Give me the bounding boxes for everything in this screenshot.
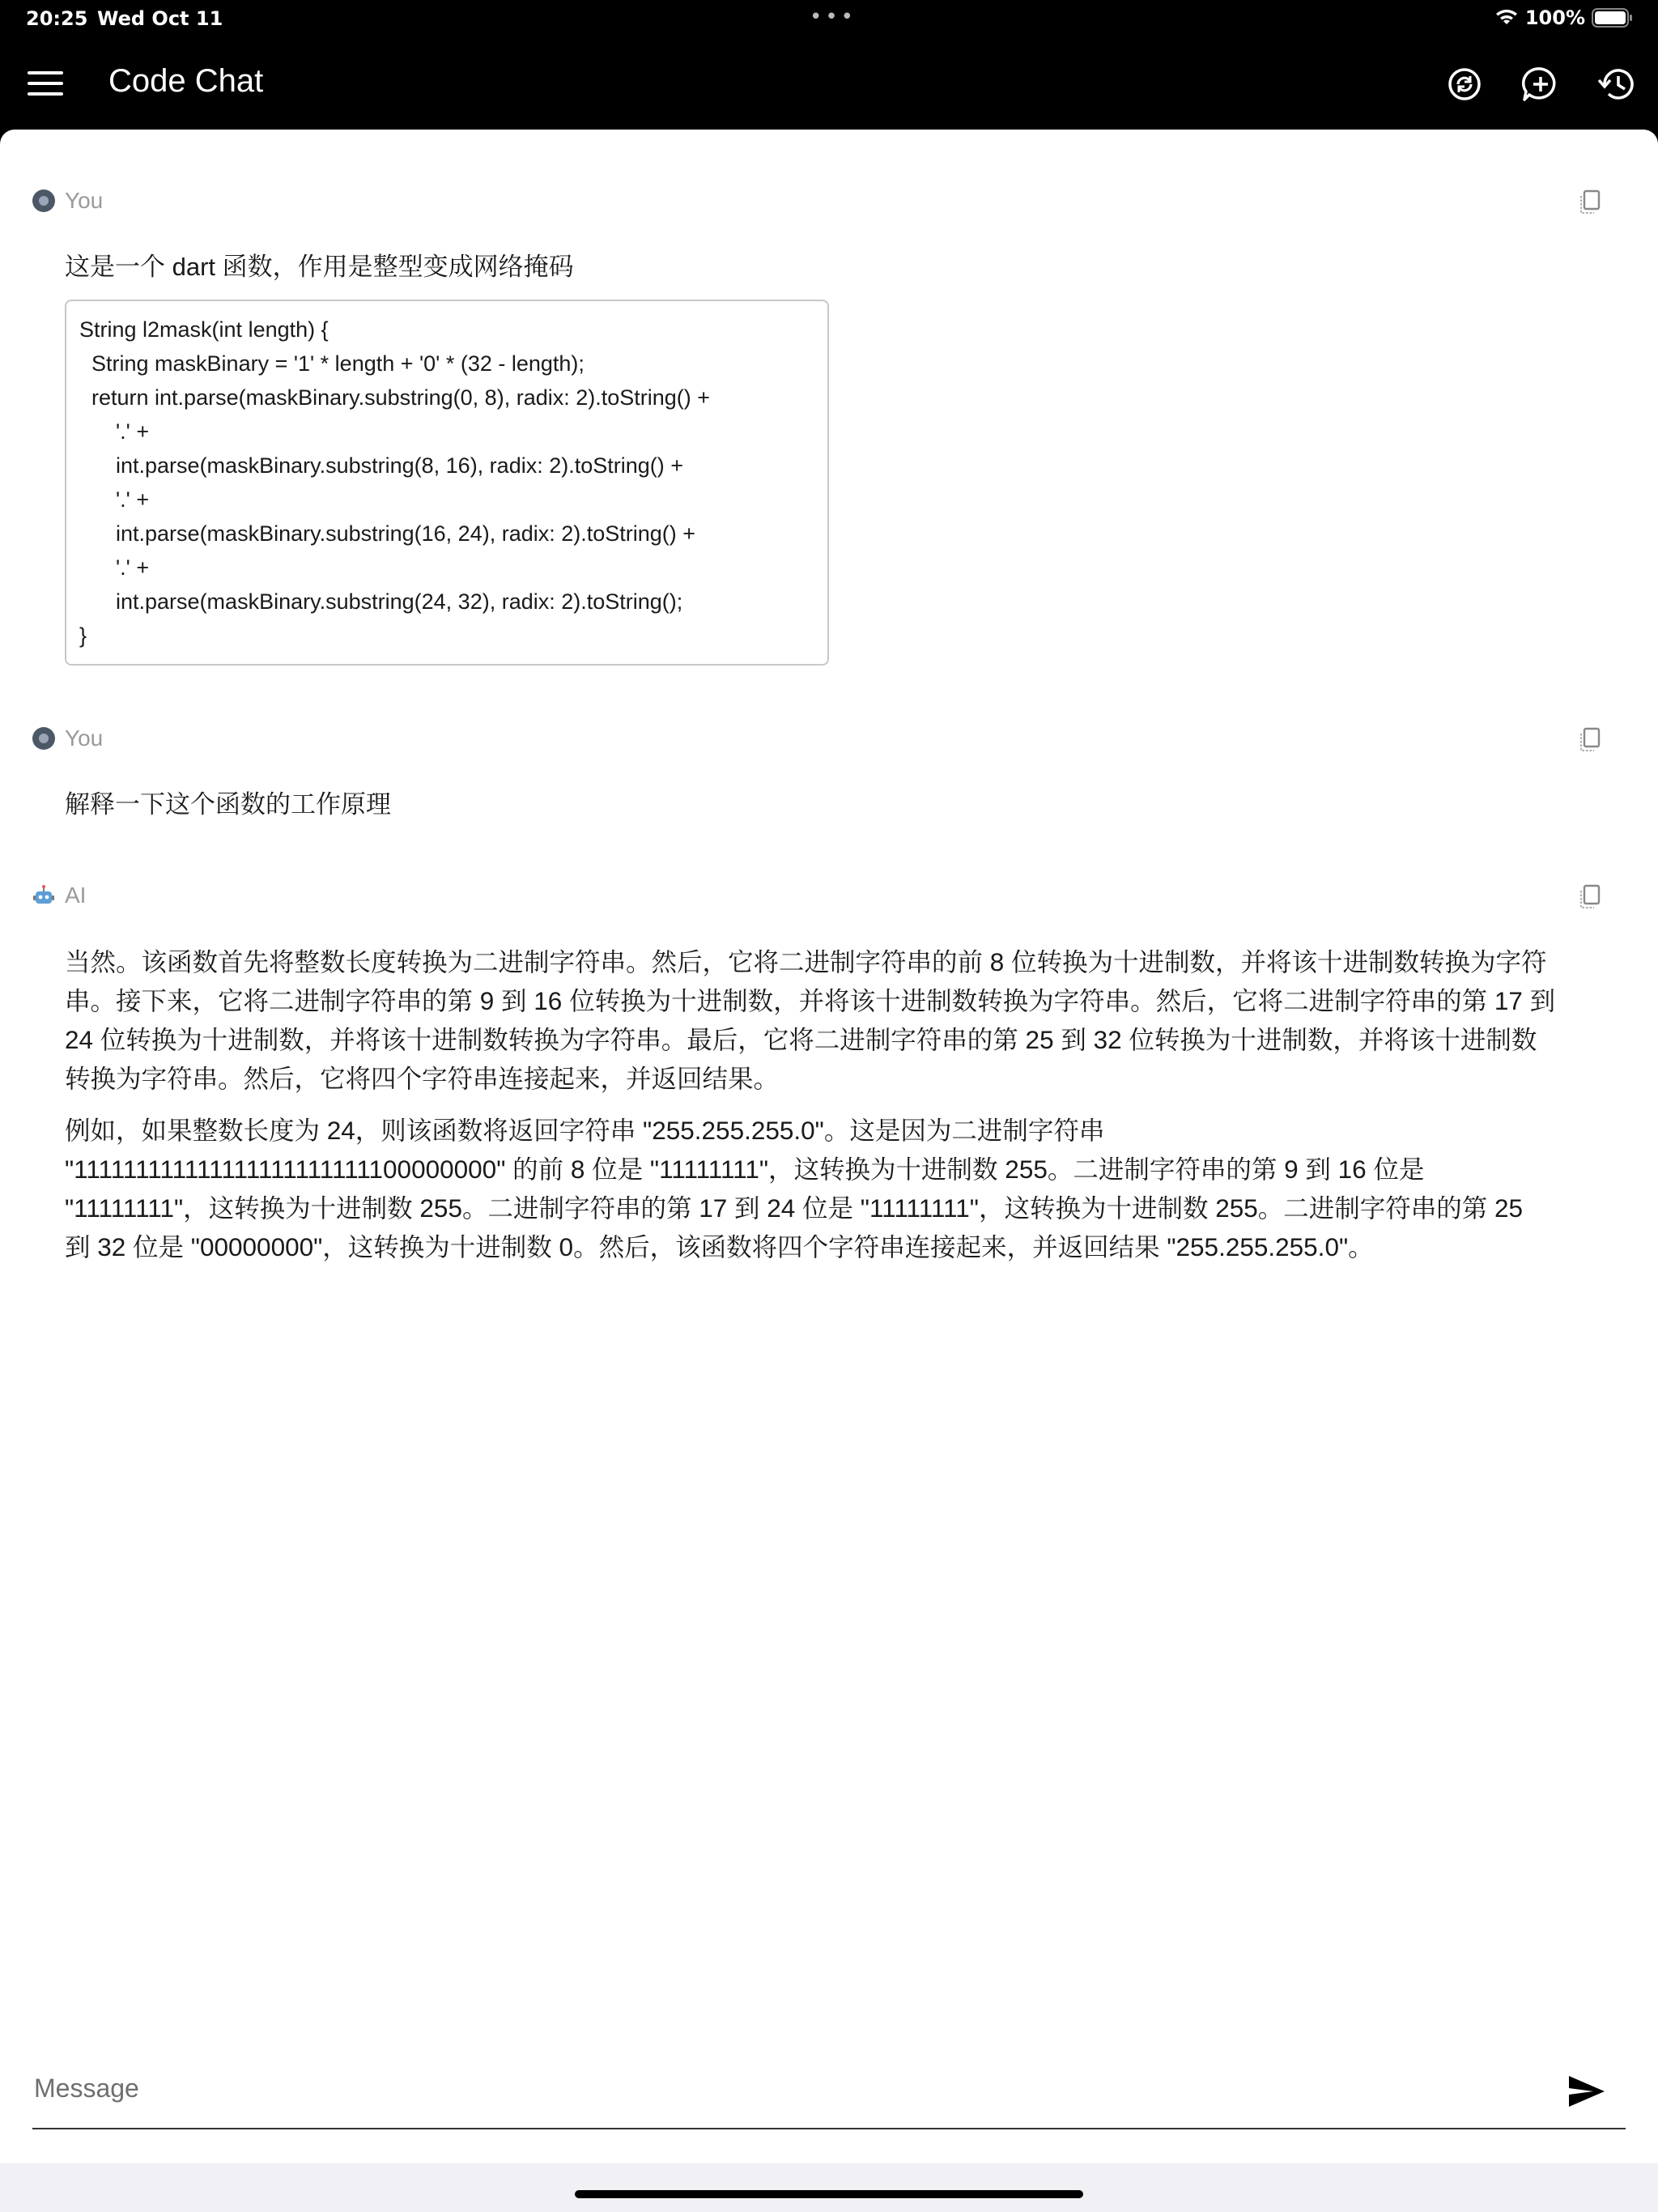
text-line: 例如，如果整数长度为 24，则该函数将返回字符串 "255.255.255.0"。这是因为二进制字符串 <box>65 1116 1105 1145</box>
user-avatar <box>32 189 55 212</box>
code-line: int.parse(maskBinary.substring(16, 24), radix: 2).toString() + <box>79 521 696 546</box>
code-line: int.parse(maskBinary.substring(24, 32), radix: 2).toString(); <box>79 589 683 614</box>
code-line: '.' + <box>79 419 150 444</box>
text-line: "111111111111111111111111100000000" 的前 8 位是 "11111111"，这转换为十进制数 255。二进制字符串的第 9 到 16 位是 <box>65 1155 1425 1184</box>
code-block <box>65 300 829 666</box>
wifi-icon <box>1494 8 1519 28</box>
code-line: String maskBinary = '1' * length + '0' * (32 - length); <box>79 351 585 376</box>
code-line: '.' + <box>79 487 150 512</box>
copy-icon[interactable] <box>1575 725 1605 755</box>
message-text: 这是一个 dart 函数，作用是整型变成网络掩码 <box>65 253 574 281</box>
user-avatar <box>32 727 55 750</box>
history-icon[interactable] <box>1593 61 1640 108</box>
message-text: 解释一下这个函数的工作原理 <box>65 790 391 819</box>
sender-name: You <box>65 188 104 213</box>
code-line: int.parse(maskBinary.substring(8, 16), radix: 2).toString() + <box>79 453 684 478</box>
multitasking-dots[interactable]: ••• <box>810 5 857 29</box>
status-indicators <box>1494 6 1634 29</box>
text-line: "11111111"，这转换为十进制数 255。二进制字符串的第 17 到 24 位是 "11111111"，这转换为十进制数 255。二进制字符串的第 25 <box>65 1193 1524 1223</box>
message-header <box>32 188 103 214</box>
app-bar <box>0 39 1658 130</box>
text-line: 串。接下来，它将二进制字符串的第 9 到 16 位转换为十进制数，并将该十进制数转换为字符串。然后，它将二进制字符串的第 17 到 <box>65 986 1556 1015</box>
code-line: return int.parse(maskBinary.substring(0, 8), radix: 2).toString() + <box>79 385 711 410</box>
text-line: 当然。该函数首先将整数长度转换为二进制字符串。然后，它将二进制字符串的前 8 位转换为十进制数，并将该十进制数转换为字符 <box>65 947 1547 976</box>
robot-icon <box>32 884 55 907</box>
menu-icon[interactable] <box>28 71 63 97</box>
refresh-circle-icon[interactable] <box>1441 61 1488 108</box>
bottom-strip <box>0 2163 1658 2212</box>
chat-area <box>0 130 1658 2212</box>
status-date: Wed Oct 11 <box>97 7 223 30</box>
text-line: 转换为字符串。然后，它将四个字符串连接起来，并返回结果。 <box>65 1064 780 1093</box>
copy-icon[interactable] <box>1575 883 1605 912</box>
input-underline <box>32 2128 1626 2129</box>
code-line: String l2mask(int length) { <box>79 317 329 342</box>
sender-name: AI <box>65 883 87 908</box>
status-time: 20:25 <box>26 7 88 30</box>
status-bar <box>0 0 1658 39</box>
message-header <box>32 725 103 751</box>
battery-icon <box>1592 7 1634 28</box>
send-icon[interactable] <box>1567 2074 1606 2108</box>
text-line: 24 位转换为十进制数，并将该十进制数转换为字符串。最后，它将二进制字符串的第 25 到 32 位转换为十进制数，并将该十进制数 <box>65 1025 1537 1054</box>
code-line: '.' + <box>79 555 150 580</box>
text-line: 到 32 位是 "00000000"，这转换为十进制数 0。然后，该函数将四个字符串连接起来，并返回结果 "255.255.255.0"。 <box>65 1232 1374 1261</box>
message-header <box>32 883 86 908</box>
add-chat-icon[interactable] <box>1517 61 1564 108</box>
ai-paragraph <box>65 942 1611 1098</box>
home-indicator[interactable] <box>575 2190 1083 2198</box>
battery-percentage: 100% <box>1524 6 1585 29</box>
ai-paragraph <box>65 1111 1611 1266</box>
code-line: } <box>79 623 87 648</box>
copy-icon[interactable] <box>1575 188 1605 217</box>
app-title: Code Chat <box>108 63 264 99</box>
message-input[interactable] <box>32 2063 1558 2113</box>
sender-name: You <box>65 725 104 751</box>
